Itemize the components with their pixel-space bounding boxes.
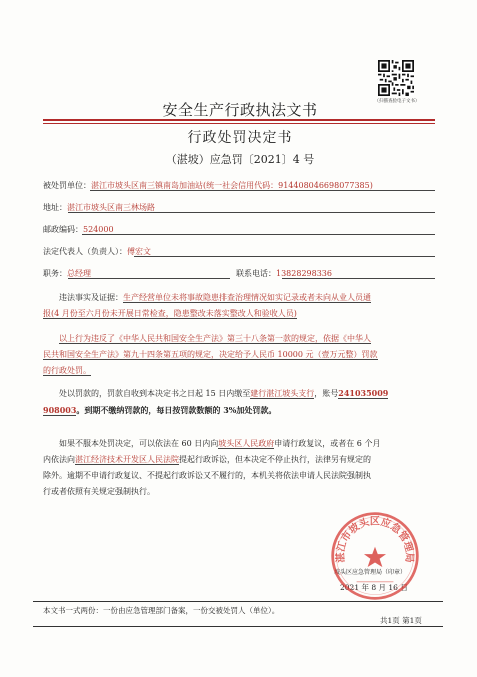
footer-rule-top xyxy=(33,601,443,602)
appeal-text-b: 申请行政复议，或者在 6 个月 xyxy=(274,439,381,448)
appeal-text-f: 行或者依照有关规定强制执行。 xyxy=(43,487,155,496)
footer-page-count: 共1页 第1页 xyxy=(380,616,422,625)
decision-line-3: 的行政处罚。 xyxy=(43,366,91,375)
phone-label: 联系电话： xyxy=(236,269,276,278)
payment-account-part-1: 241035009 xyxy=(338,388,389,398)
document-title: 行政处罚决定书 xyxy=(187,130,293,146)
decision-paragraph xyxy=(43,331,438,379)
header-rule-thick xyxy=(43,119,435,121)
position-label: 职务： xyxy=(43,269,67,278)
footer-rule-bottom xyxy=(33,626,443,627)
violation-line-2: 报(4 月份至六月份未开展日常检查，隐患整改未落实整改人和验收人员) xyxy=(43,309,297,318)
address-label: 地址： xyxy=(43,203,67,212)
penalized-unit-value: 湛江市坡头区南三镇南岛加油站(统一社会信用代码：914408046698077385) xyxy=(91,181,373,190)
svg-text:湛江市坡头区应急管理局 xyxy=(333,515,416,563)
header-rule-thin xyxy=(43,123,435,124)
qr-caption: （扫描查验电子文书） xyxy=(374,99,420,104)
appeal-court: 湛江经济技术开发区人民法院 xyxy=(75,455,179,464)
appeal-government: 坡头区人民政府 xyxy=(218,439,275,448)
position-underline xyxy=(68,278,230,279)
signing-date: 2021 年 8 月 16 日 xyxy=(340,583,408,592)
appeal-text-a: 如果不服本处罚决定，可以依法在 60 日内向 xyxy=(59,439,219,448)
address-underline xyxy=(68,212,435,213)
qr-code-icon[interactable] xyxy=(378,60,414,96)
footer-copies-note: 本文书一式两份：一份由应急管理部门备案，一份交被处罚人（单位）。 xyxy=(43,606,280,615)
violation-paragraph xyxy=(43,290,438,322)
payment-text-b: ，账号 xyxy=(314,389,339,398)
appeal-text-e: 除外。逾期不申请行政复议、不提起行政诉讼又不履行的，本机关将依法申请人民法院强制执 xyxy=(43,471,371,480)
violation-label: 违法事实及证据： xyxy=(59,293,123,302)
postcode-value: 524000 xyxy=(83,225,114,234)
penalized-unit-label: 被处罚单位： xyxy=(43,181,91,190)
phone-underline xyxy=(282,278,435,279)
penalized-unit-underline xyxy=(90,190,435,191)
position-value: 总经理 xyxy=(67,269,91,278)
phone-value: 13828298336 xyxy=(276,269,332,278)
legal-rep-underline xyxy=(134,256,435,257)
appeal-text-c: 内依法向 xyxy=(43,455,75,464)
document-category: 安全生产行政执法文书 xyxy=(162,101,318,119)
payment-late-fee: 。到期不缴纳罚款的，每日按罚款数额的 3%加处罚款。 xyxy=(76,405,277,415)
legal-rep-label: 法定代表人（负责人）： xyxy=(43,247,127,256)
decision-line-2: 民共和国安全生产法》第九十四条第五项的规定，决定给予人民币 10000 元（壹万元整）罚款 xyxy=(43,350,378,359)
payment-account-part-2: 908003 xyxy=(43,405,77,415)
appeal-paragraph xyxy=(43,436,438,500)
address-value: 湛江市坡头区南三林场路 xyxy=(67,203,155,212)
postcode-label: 邮政编码： xyxy=(43,225,83,234)
appeal-text-d: 提起行政诉讼，但本决定不停止执行，法律另有规定的 xyxy=(179,455,371,464)
payment-bank: 建行湛江坡头支行 xyxy=(250,389,315,398)
seal-text: 湛江市坡头区应急管理局 xyxy=(335,516,415,563)
signing-organization: 坡头区应急管理局（印章） xyxy=(334,569,407,576)
document-number: （湛坡）应急罚〔2021〕4 号 xyxy=(165,153,315,166)
payment-text-a: 处以罚款的，罚款自收到本决定书之日起 15 日内缴至 xyxy=(59,389,251,398)
postcode-underline xyxy=(82,234,435,235)
violation-line-1: 生产经营单位未将事故隐患排查治理情况如实记录或者未向从业人员通 xyxy=(123,293,371,302)
payment-paragraph xyxy=(43,385,438,419)
decision-line-1: 以上行为违反了《中华人民共和国安全生产法》第三十八条第一款的规定，依据《中华人 xyxy=(59,334,371,343)
legal-rep-value: 傅宏文 xyxy=(127,247,151,256)
